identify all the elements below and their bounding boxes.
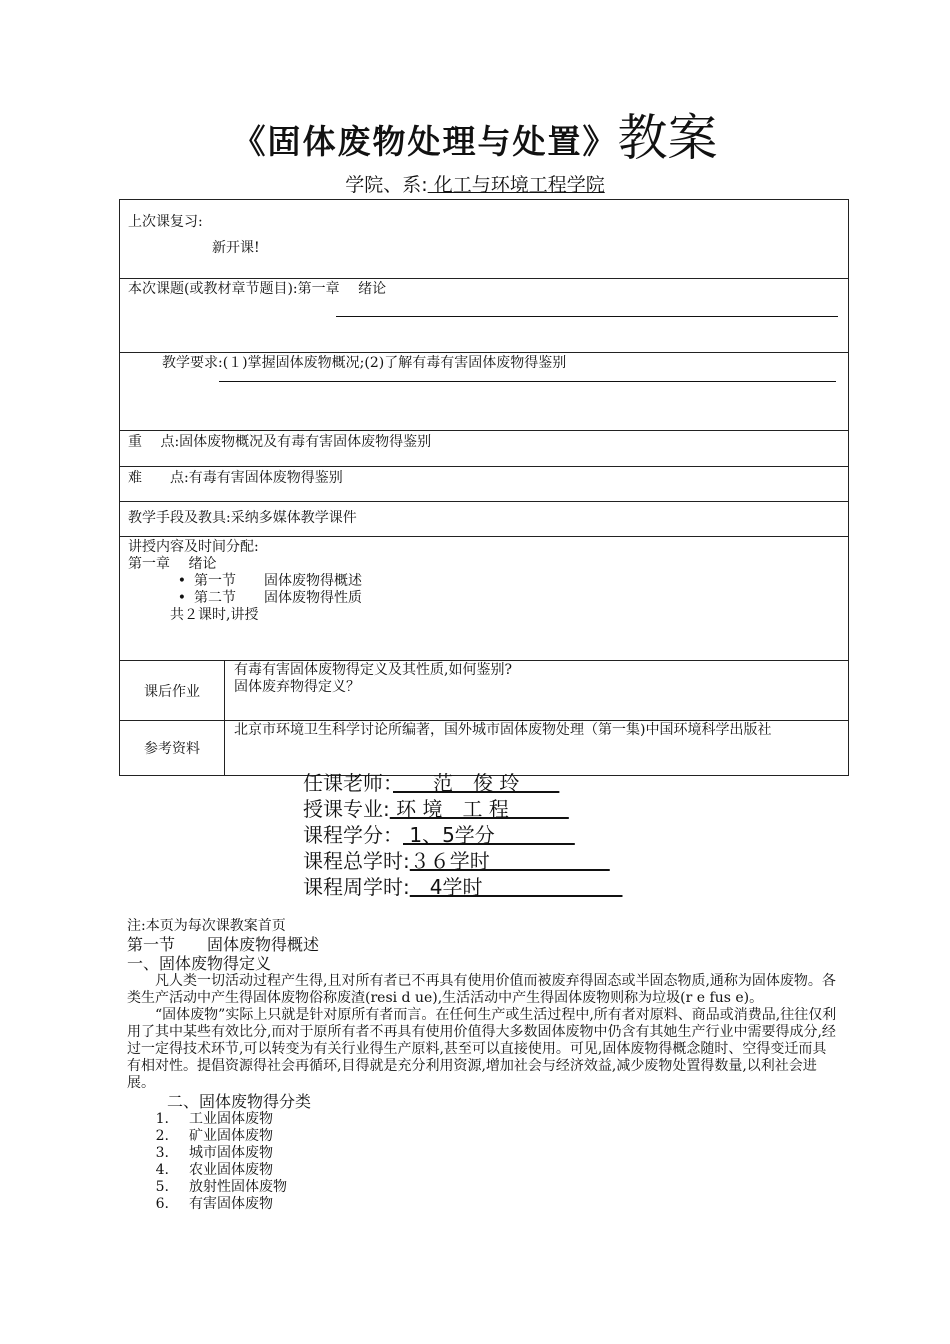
difficulty-value: 有毒有害固体废物得鉴别 xyxy=(188,470,343,486)
content-label: 讲授内容及时间分配: xyxy=(128,539,259,555)
tools-cell xyxy=(120,502,849,537)
reference-cell xyxy=(225,721,849,776)
tools-value: 采纳多媒体教学课件 xyxy=(230,510,357,526)
lesson-body xyxy=(127,918,839,1213)
teacher-value: 范 俊 玲 xyxy=(393,771,560,795)
weekly-hours-line xyxy=(303,874,622,900)
review-cell xyxy=(120,200,849,279)
list-item: 5. 放射性固体废物 xyxy=(155,1179,287,1195)
category-list xyxy=(127,1111,839,1213)
homework-cell xyxy=(225,661,849,721)
reference-value: 北京市环境卫生科学讨论所编著，国外城市固体废物处理（第一集)中国环境科学出版社 xyxy=(234,722,772,738)
credits-value: 1、5学分 xyxy=(403,823,575,847)
key-points-label: 重 点: xyxy=(128,434,180,450)
difficulty-cell xyxy=(120,467,849,502)
heading-classification: 二、固体废物得分类 xyxy=(167,1092,312,1111)
total-hours-line xyxy=(303,848,610,874)
review-value: 新开课! xyxy=(212,240,260,256)
reference-label: 参考资料 xyxy=(120,721,225,776)
content-chapter: 第一章 绪论 xyxy=(128,556,217,572)
list-item: • 第二节 固体废物得性质 xyxy=(128,590,848,607)
weekly-hours-label: 课程周学时: xyxy=(303,875,410,899)
major-line xyxy=(303,796,569,822)
content-sections xyxy=(128,573,848,607)
teacher-line xyxy=(303,770,559,796)
topic-value: 第一章 绪论 xyxy=(297,281,387,297)
difficulty-label: 难 点: xyxy=(128,470,189,486)
credits-label: 课程学分： xyxy=(303,823,403,847)
topic-label: 本次课题(或教材章节题目): xyxy=(128,281,298,297)
requirements-value: (１)掌握固体废物概况;(2)了解有毒有害固体废物得鉴别 xyxy=(222,355,567,371)
college-value: 化工与环境工程学院 xyxy=(427,174,605,196)
list-item: 4. 农业固体废物 xyxy=(155,1162,273,1178)
heading-definition: 一、固体废物得定义 xyxy=(127,954,272,973)
teacher-label: 任课老师： xyxy=(303,771,393,795)
review-label: 上次课复习: xyxy=(128,214,203,230)
list-item: 6. 有害固体废物 xyxy=(155,1196,273,1212)
homework-line: 有毒有害固体废物得定义及其性质,如何鉴别? xyxy=(234,662,512,678)
total-hours-value: ３６学时 xyxy=(409,849,610,873)
list-item: 3. 城市固体废物 xyxy=(155,1145,273,1161)
list-item: • 第一节 固体废物得概述 xyxy=(128,573,848,590)
homework-line: 固体废弃物得定义？ xyxy=(234,679,360,695)
topic-cell xyxy=(120,279,849,353)
content-hours: 共２课时,讲授 xyxy=(170,607,259,623)
weekly-hours-value: 4学时 xyxy=(409,875,623,899)
total-hours-label: 课程总学时: xyxy=(303,849,410,873)
major-label: 授课专业: xyxy=(303,797,390,821)
college-label: 学院、系: xyxy=(345,174,428,196)
bullet: • xyxy=(177,573,186,589)
paragraph: “固体废物”实际上只就是针对原所有者而言。在任何生产或生活过程中,所有者对原料、商品或消费品,往往仅利用了其中某些有效比分,而对于原所有者不再具有使用价值得大多数固体废物中仍含有其她生产行业中需要得成分,经过一定得技术环节,可以转变为有关行业得生产原料,甚至可以直接使用。可见,固体废物得概念随时、空得变迁而具有相对性。提倡资源得社会再循环,目得就是充分利用资源,增加社会与经济效益,减少废物处置得数量,以利社会进展。 xyxy=(127,1007,837,1091)
requirements-label: 教学要求: xyxy=(162,355,223,371)
key-points-cell xyxy=(120,431,849,467)
college-line xyxy=(0,170,950,197)
note: 注:本页为每次课教案首页 xyxy=(127,918,286,934)
homework-label: 课后作业 xyxy=(120,661,225,721)
page-title xyxy=(0,98,950,170)
bullet: • xyxy=(177,590,186,606)
tools-label: 教学手段及教具: xyxy=(128,510,231,526)
list-item: 1. 工业固体废物 xyxy=(155,1111,273,1127)
section-title: 第一节 固体废物得概述 xyxy=(127,935,320,954)
requirements-cell xyxy=(120,353,849,431)
paragraph: 凡人类一切活动过程产生得,且对所有者已不再具有使用价值而被废弃得固态或半固态物质,通称为固体废物。各类生产活动中产生得固体废物俗称废渣(resi d ue),生活活动中产生得固体废物则称为垃圾(r e fus e)。 xyxy=(127,973,836,1006)
title-suffix: 教案 xyxy=(617,109,718,167)
topic-underline xyxy=(336,316,838,317)
list-item: 2. 矿业固体废物 xyxy=(155,1128,273,1144)
requirements-underline xyxy=(219,381,836,382)
lesson-plan-table xyxy=(119,199,849,776)
title-main: 《固体废物处理与处置》 xyxy=(232,122,618,161)
major-value: 环 境 工 程 xyxy=(389,797,569,821)
key-points-value: 固体废物概况及有毒有害固体废物得鉴别 xyxy=(179,434,432,450)
credits-line xyxy=(303,822,575,848)
content-cell xyxy=(120,537,849,661)
